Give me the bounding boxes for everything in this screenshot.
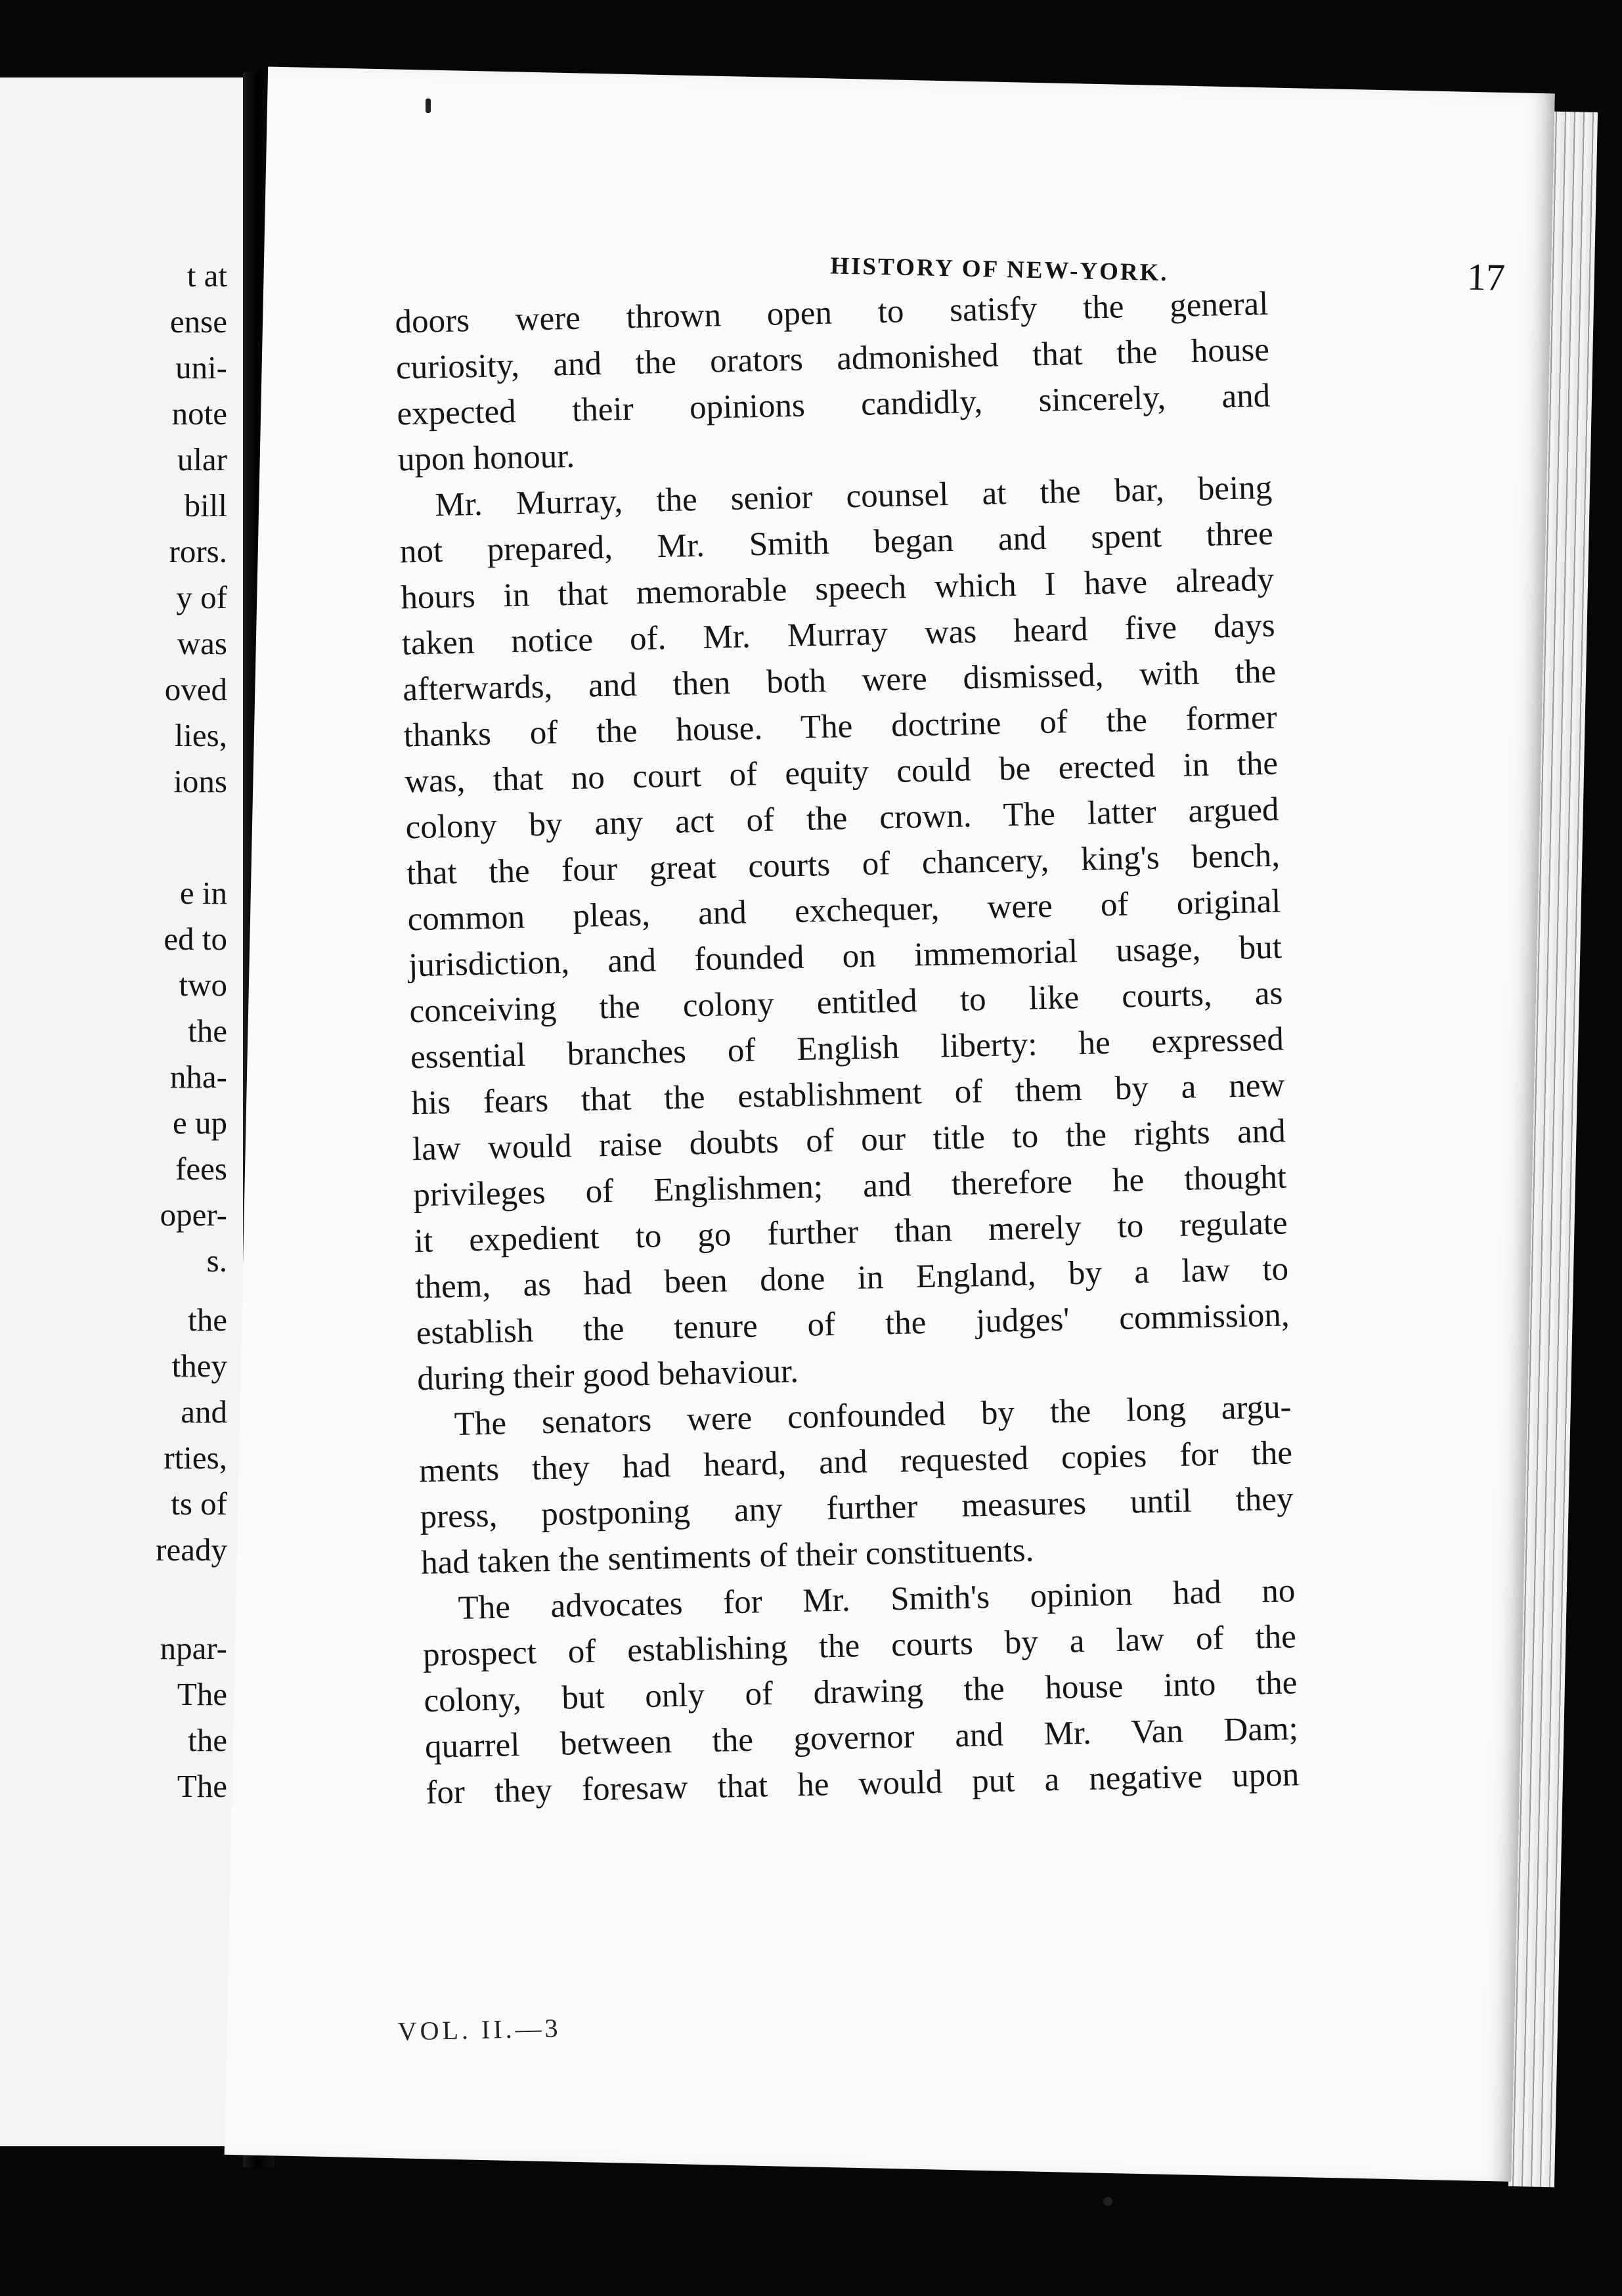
- text-line: Mr. Murray, the senior counsel at the bar, being: [434, 469, 1273, 524]
- facing-page-text-fragment: the: [188, 1722, 227, 1758]
- facing-page-text-fragment: y of: [176, 579, 227, 615]
- facing-page-text-fragment: and: [181, 1394, 227, 1430]
- facing-page-text-fragment: the: [188, 1302, 227, 1338]
- facing-page-text-fragment: ense: [169, 303, 227, 340]
- facing-page-text-fragment: ions: [173, 763, 227, 799]
- facing-page-text-fragment: oved: [164, 671, 227, 707]
- text-line: his fears that the establishment of them by a new: [410, 1067, 1285, 1122]
- text-line: had taken the sentiments of their constituents.: [420, 1532, 1034, 1582]
- ink-speck: [1103, 2197, 1112, 2206]
- facing-page-text-fragment: bill: [184, 487, 227, 523]
- text-line: it expedient to go further than merely to regulate: [414, 1204, 1288, 1260]
- facing-page-text-fragment: fees: [175, 1151, 227, 1187]
- text-line: essential branches of English liberty: he expressed: [410, 1021, 1284, 1076]
- text-line: not prepared, Mr. Smith began and spent three: [399, 515, 1274, 571]
- text-line: conceiving the colony entitled to like courts, as: [408, 975, 1283, 1030]
- facing-page-text-fragment: s.: [206, 1243, 227, 1279]
- text-line: upon honour.: [397, 437, 575, 479]
- text-line: quarrel between the governor and Mr. Van Dam;: [424, 1710, 1299, 1766]
- page-number: 17: [1466, 255, 1506, 299]
- facing-page-text-fragment: two: [179, 967, 227, 1003]
- facing-page-text-fragment: they: [171, 1348, 227, 1384]
- text-line: curiosity, and the orators admonished that the house: [395, 331, 1270, 387]
- text-line: taken notice of. Mr. Murray was heard five days: [401, 607, 1276, 663]
- text-line: jurisdiction, and founded on immemorial usage, but: [408, 929, 1282, 984]
- facing-page-text-fragment: note: [171, 395, 227, 431]
- text-line: for they foresaw that he would put a negative upon: [425, 1756, 1300, 1812]
- facing-page-text-fragment: e up: [173, 1105, 227, 1141]
- facing-page-text-fragment: ular: [177, 441, 227, 477]
- facing-page-text-fragment: The: [177, 1768, 227, 1804]
- text-line: The senators were confounded by the long argu-: [454, 1388, 1292, 1444]
- text-line: press, postponing any further measures until they: [420, 1480, 1294, 1536]
- text-line: colony, but only of drawing the house into the: [423, 1664, 1298, 1720]
- facing-page-text-fragment: uni-: [175, 349, 227, 386]
- text-line: colony by any act of the crown. The latter argued: [405, 791, 1279, 847]
- text-line: that the four great courts of chancery, king's bench,: [406, 837, 1281, 893]
- text-line: establish the tenure of the judges' commission,: [416, 1296, 1290, 1352]
- facing-page-text-fragment: was: [177, 625, 227, 661]
- facing-page-text-fragment: rors.: [169, 533, 227, 569]
- text-line: during their good behaviour.: [416, 1353, 799, 1398]
- text-line: expected their opinions candidly, sincerely, and: [396, 377, 1271, 433]
- text-line: was, that no court of equity could be erected in the: [404, 745, 1279, 801]
- facing-page-text-fragment: ts of: [171, 1486, 227, 1522]
- facing-page-text-fragment: rties,: [164, 1440, 227, 1476]
- text-line: prospect of establishing the courts by a law of the: [422, 1618, 1297, 1674]
- facing-page-text-fragment: ed to: [164, 921, 227, 957]
- text-line: law would raise doubts of our title to the rights and: [412, 1113, 1286, 1168]
- text-line: privileges of Englishmen; and therefore he thought: [412, 1159, 1287, 1214]
- facing-page-text-fragment: lies,: [174, 717, 227, 753]
- facing-page-text-fragment: The: [177, 1676, 227, 1712]
- book-page-right: [225, 66, 1555, 2181]
- text-line: hours in that memorable speech which I have already: [400, 561, 1275, 617]
- facing-page-left: [0, 77, 250, 2146]
- text-line: afterwards, and then both were dismissed, with the: [402, 653, 1277, 709]
- facing-page-text-fragment: npar-: [160, 1630, 227, 1666]
- text-line: The advocates for Mr. Smith's opinion had no: [458, 1572, 1296, 1627]
- facing-page-text-fragment: e in: [179, 875, 227, 911]
- facing-page-text-fragment: the: [188, 1013, 227, 1049]
- text-line: common pleas, and exchequer, were of original: [407, 883, 1281, 938]
- text-line: them, as had been done in England, by a law to: [414, 1250, 1289, 1306]
- facing-page-text-fragment: oper-: [160, 1197, 227, 1233]
- running-head: HISTORY OF NEW-YORK.: [829, 252, 1170, 287]
- facing-page-text-fragment: t at: [186, 257, 227, 294]
- text-line: ments they had heard, and requested copies for the: [418, 1434, 1293, 1490]
- facing-page-text-fragment: nha-: [169, 1059, 227, 1095]
- text-line: doors were thrown open to satisfy the general: [394, 285, 1269, 341]
- ink-speck: [426, 99, 431, 113]
- facing-page-text-fragment: ready: [156, 1532, 227, 1568]
- body-text: [395, 281, 1300, 1816]
- signature-mark: VOL. II.—3: [397, 2013, 561, 2046]
- text-line: thanks of the house. The doctrine of the former: [403, 699, 1278, 755]
